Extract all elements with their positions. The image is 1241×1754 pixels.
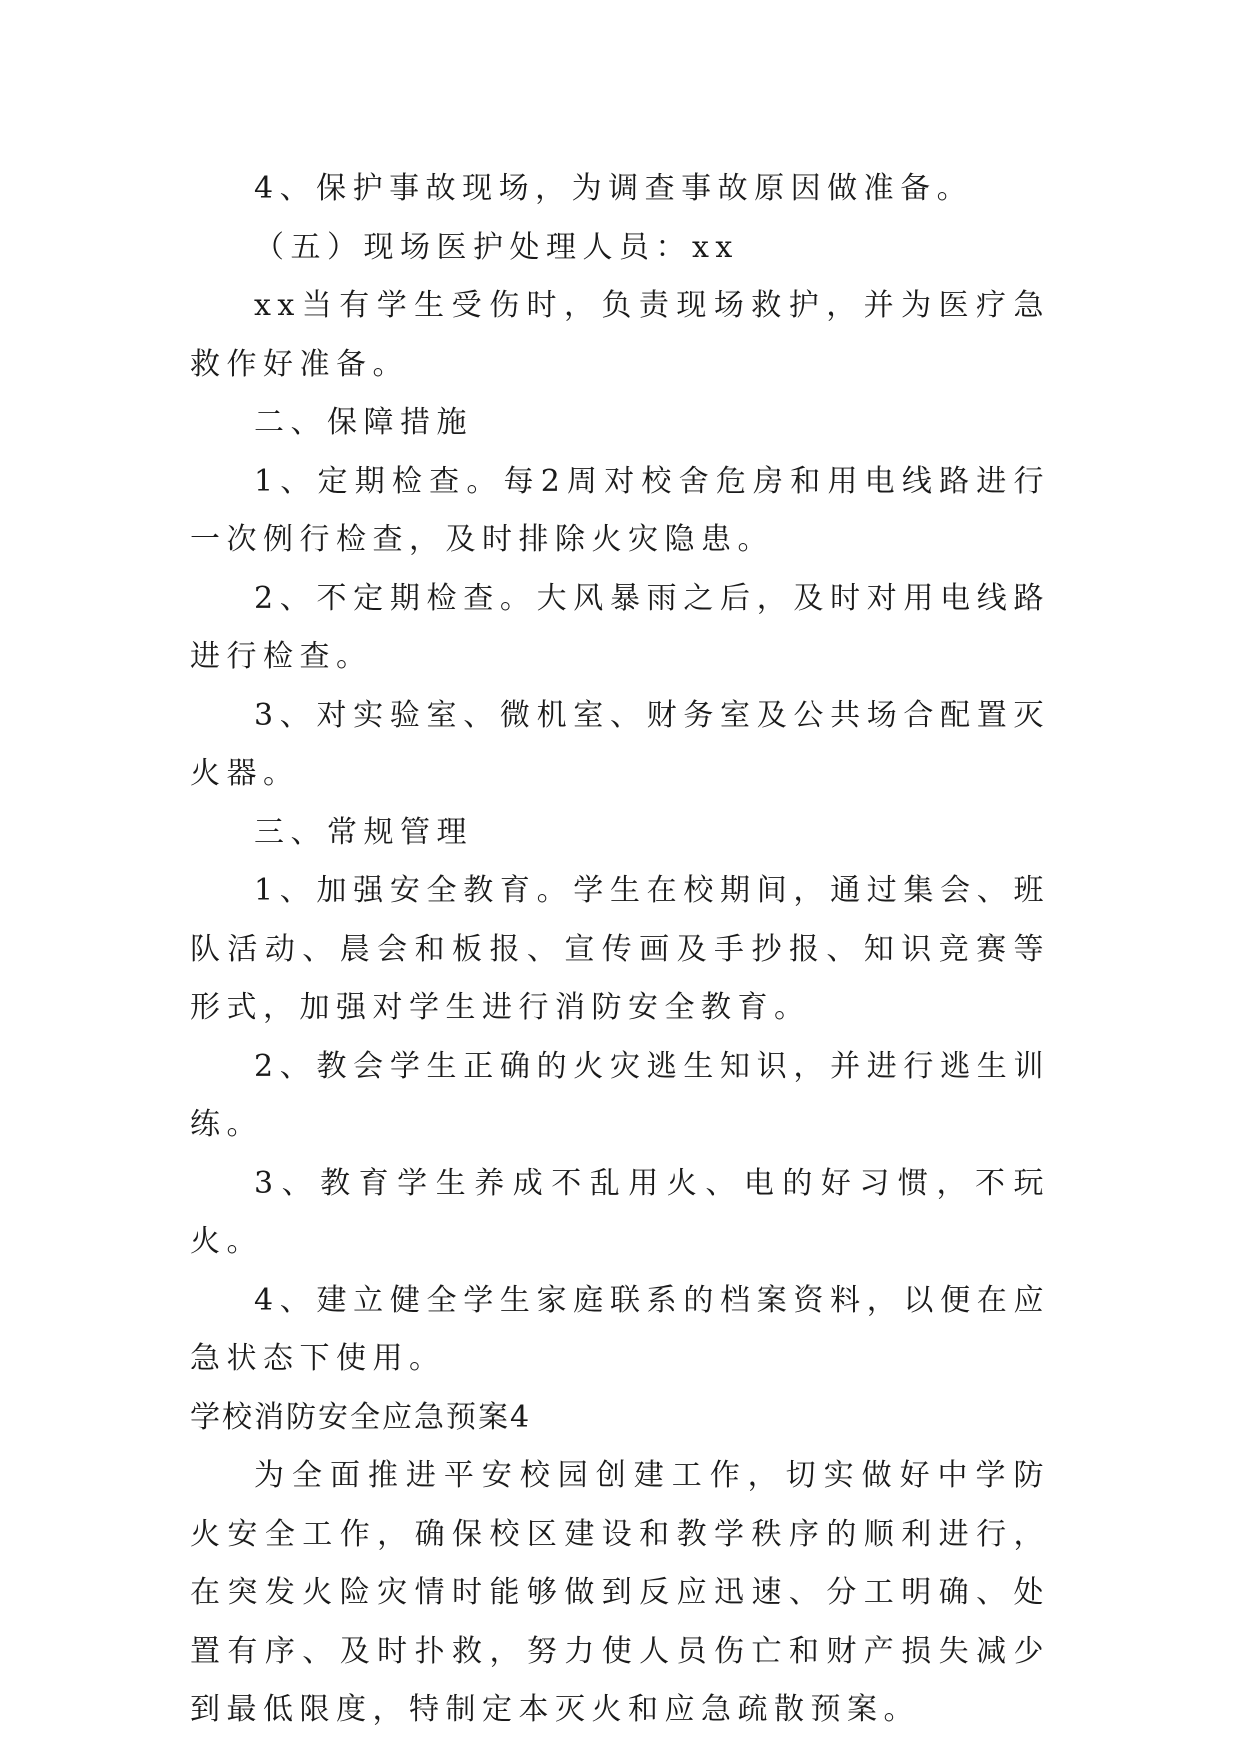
section-heading-routine-management: 三、常规管理 <box>254 814 473 850</box>
paragraph-escape-training: 2、教会学生正确的火灾逃生知识，并进行逃生训练。 <box>190 1048 1050 1142</box>
paragraph-extinguishers: 3、对实验室、微机室、财务室及公共场合配置灭火器。 <box>190 697 1050 791</box>
section-heading-safeguards: 二、保障措施 <box>254 405 473 440</box>
paragraph-fire-habits: 3、教育学生养成不乱用火、电的好习惯，不玩火。 <box>190 1165 1050 1259</box>
paragraph-regular-inspection: 1、定期检查。每2周对校舍危房和用电线路进行一次例行检查，及时排除火灾隐患。 <box>190 463 1050 557</box>
paragraph-family-contact-records: 4、建立健全学生家庭联系的档案资料，以便在应急状态下使用。 <box>190 1282 1050 1376</box>
paragraph-safety-education: 1、加强安全教育。学生在校期间，通过集会、班队活动、晨会和板报、宣传画及手抄报、知识竞赛等形式，加强对学生进行消防安全教育。 <box>190 873 1050 1025</box>
document-section-title: 学校消防安全应急预案4 <box>190 1399 532 1435</box>
paragraph-medical-staff-heading: （五）现场医护处理人员：xx <box>254 229 739 265</box>
paragraph-medical-staff-duty: xx当有学生受伤时，负责现场救护，并为医疗急救作好准备。 <box>190 288 1050 382</box>
document-body <box>190 160 1050 1740</box>
paragraph-plan-purpose: 为全面推进平安校园创建工作，切实做好中学防火安全工作，确保校区建设和教学秩序的顺利进行，在突发火险灾情时能够做到反应迅速、分工明确、处置有序、及时扑救，努力使人员伤亡和财产损失减少到最低限度，特制定本灭火和应急疏散预案。 <box>190 1458 1050 1727</box>
paragraph-irregular-inspection: 2、不定期检查。大风暴雨之后，及时对用电线路进行检查。 <box>190 580 1050 674</box>
paragraph-protect-scene: 4、保护事故现场，为调查事故原因做准备。 <box>254 171 974 206</box>
